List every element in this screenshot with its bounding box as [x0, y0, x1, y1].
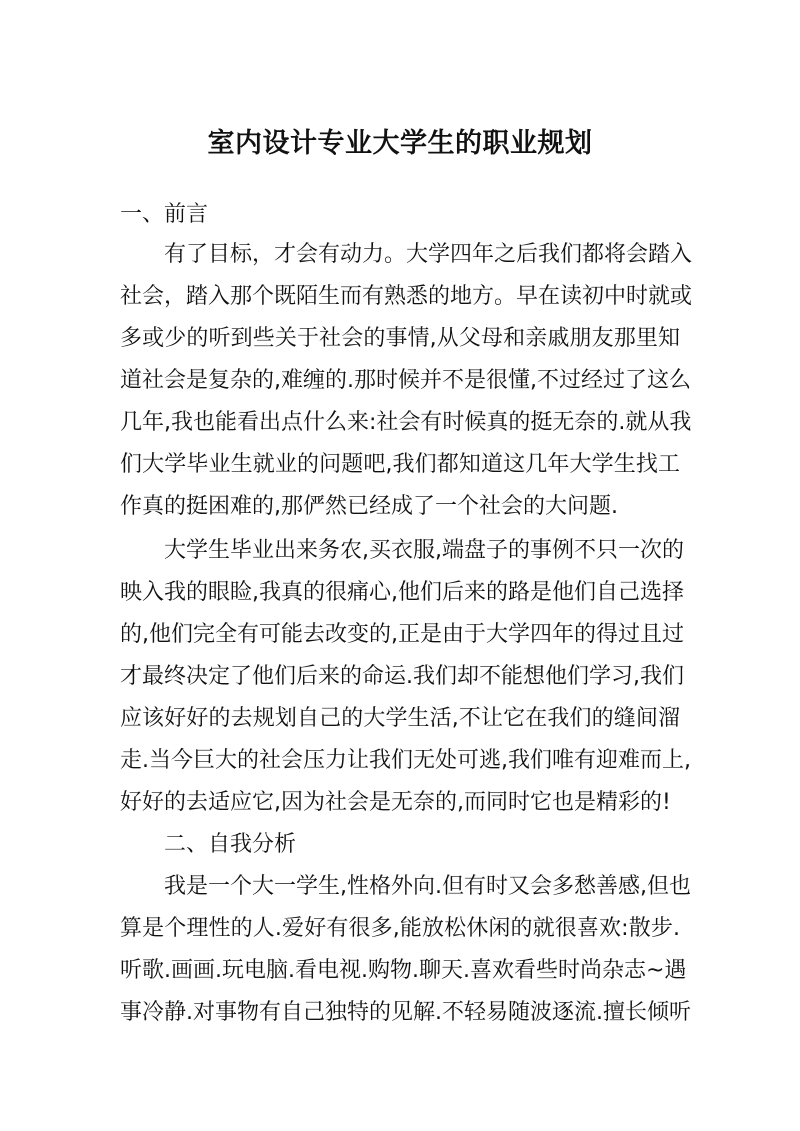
- paragraph-line: 们大学毕业生就业的问题吧,我们都知道这几年大学生找工: [120, 452, 680, 477]
- document-title: 室内设计专业大学生的职业规划: [207, 128, 593, 159]
- paragraph-line: 好好的去适应它,因为社会是无奈的,而同时它也是精彩的!: [120, 790, 671, 815]
- paragraph-line: 映入我的眼睑,我真的很痛心,他们后来的路是他们自己选择: [120, 580, 684, 605]
- paragraph-line: 作真的挺困难的,那俨然已经成了一个社会的大问题.: [120, 494, 618, 519]
- paragraph-line: 我是一个大一学生,性格外向.但有时又会多愁善感,但也: [164, 874, 691, 899]
- paragraph-line: 道社会是复杂的,难缠的.那时候并不是很懂,不过经过了这么: [120, 368, 691, 393]
- paragraph-line: 几年,我也能看出点什么来:社会有时候真的挺无奈的.就从我: [120, 410, 692, 435]
- paragraph-line: 听歌.画画.玩电脑.看电视.购物.聊天.喜欢看些时尚杂志~遇: [120, 958, 687, 983]
- paragraph-line: 的,他们完全有可能去改变的,正是由于大学四年的得过且过: [120, 622, 684, 647]
- paragraph-line: 多或少的听到些关于社会的事情,从父母和亲戚朋友那里知: [120, 326, 680, 351]
- section-heading-preface: 一、前言: [120, 202, 209, 227]
- paragraph-line: 才最终决定了他们后来的命运.我们却不能想他们学习,我们: [120, 664, 684, 689]
- section-heading-self-analysis: 二、自我分析: [164, 832, 297, 857]
- paragraph-line: 算是个理性的人.爱好有很多,能放松休闲的就很喜欢:散步.: [120, 916, 680, 941]
- paragraph-line: 有了目标，才会有动力。大学四年之后我们都将会踏入: [164, 242, 693, 267]
- paragraph-line: 走.当今巨大的社会压力让我们无处可逃,我们唯有迎难而上,: [120, 748, 691, 773]
- paragraph-line: 事冷静.对事物有自己独特的见解.不轻易随波逐流.擅长倾听: [120, 1000, 691, 1025]
- paragraph-line: 大学生毕业出来务农,买衣服,端盘子的事例不只一次的: [164, 538, 684, 563]
- paragraph-line: 社会，踏入那个既陌生而有熟悉的地方。早在读初中时就或: [120, 284, 693, 309]
- paragraph-line: 应该好好的去规划自己的大学生活,不让它在我们的缝间溜: [120, 706, 680, 731]
